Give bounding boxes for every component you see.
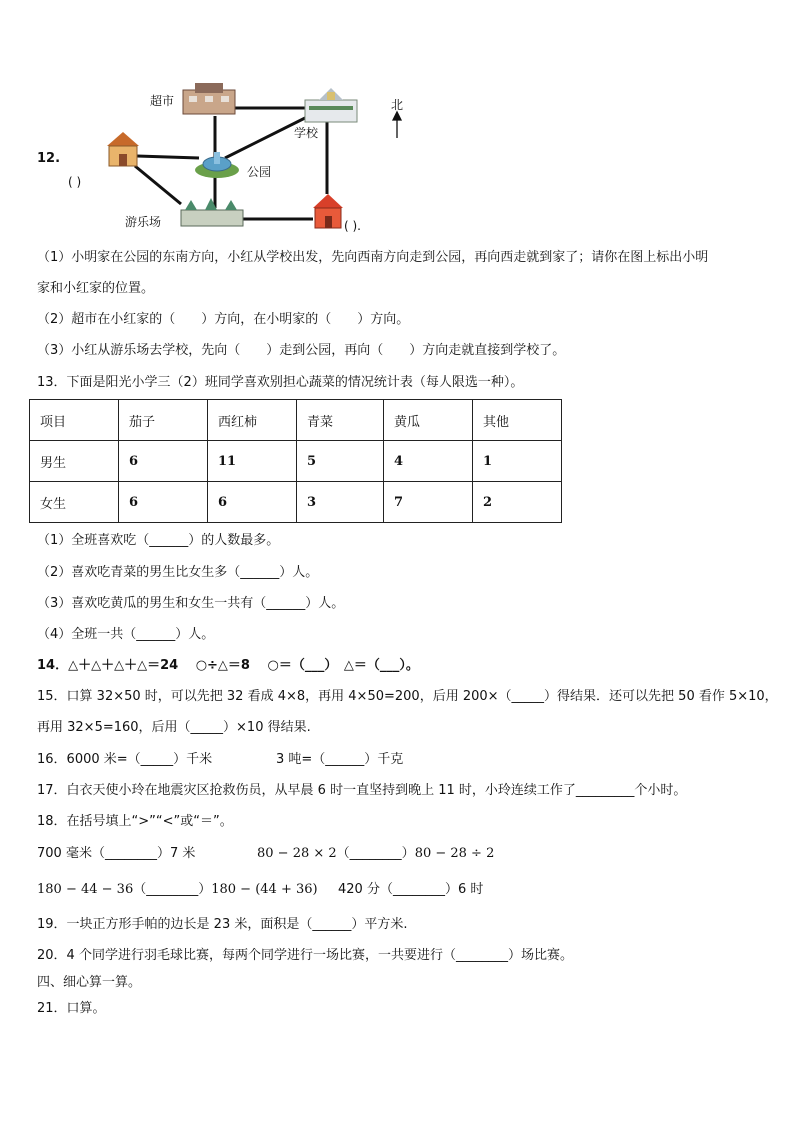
- q18-item3-right: 180 − (44 + 36): [211, 882, 318, 897]
- q13-sub2: （2）喜欢吃青菜的男生比女生多（______）人。: [37, 565, 319, 580]
- q18-item2-right: 80 − 28 ÷ 2: [414, 846, 495, 861]
- table-header-row: [30, 400, 562, 441]
- table-row-boys: [30, 441, 562, 482]
- q15-line1: 15．口算 32×50 时，可以先把 32 看成 4×8，再用 4×50=200，后用 200×（_____）得结果．还可以先把 50 看作 5×10，: [37, 689, 778, 704]
- supermarket-building-icon: [183, 83, 235, 114]
- q19: 19．一块正方形手帕的边长是 23 米，面积是（______）平方米.: [37, 917, 408, 932]
- q18-item2-left: 80 − 28 × 2: [257, 846, 337, 861]
- q18-item3: [37, 881, 318, 899]
- table-cell: 5: [297, 441, 384, 482]
- table-cell: 男生: [30, 441, 119, 482]
- table-cell: 1: [473, 441, 562, 482]
- table-cell: 女生: [30, 482, 119, 523]
- left-house-icon: [107, 132, 139, 166]
- map-label-park: 公园: [247, 165, 272, 179]
- table-row-girls: [30, 482, 562, 523]
- table-cell: 6: [119, 441, 208, 482]
- table-cell: 4: [384, 441, 473, 482]
- table-cell: 3: [297, 482, 384, 523]
- map-label-amusement: 游乐场: [125, 215, 162, 229]
- q15-line2: 再用 32×5=160，后用（_____）×10 得结果.: [37, 720, 311, 735]
- q12-sub3: （3）小红从游乐场去学校，先向（ ）走到公园，再向（ ）方向走就直接到学校了。: [37, 343, 566, 358]
- q18-item2: [257, 845, 494, 863]
- map-label-north: 北: [391, 98, 404, 112]
- q18-item4: 420 分（________）6 时: [338, 882, 484, 897]
- q12-sub1-line2: 家和小红家的位置。: [37, 281, 155, 296]
- q20: 20．4 个同学进行羽毛球比赛，每两个同学进行一场比赛，一共要进行（________）场比赛。: [37, 948, 573, 963]
- q12-number: 12.: [37, 151, 61, 166]
- q12-sub2: （2）超市在小红家的（ ）方向，在小明家的（ ）方向。: [37, 312, 410, 327]
- right-house-icon: [313, 194, 343, 228]
- section-4-heading: 四、细心算一算。: [37, 975, 142, 990]
- map-blank-left[interactable]: ( ): [68, 175, 82, 189]
- table-header-cell: 项目: [30, 400, 119, 441]
- q18-item2-blank[interactable]: （________）: [336, 846, 415, 861]
- table-cell: 6: [208, 482, 297, 523]
- q18-item3-left: 180 − 44 − 36: [37, 882, 134, 897]
- school-building-icon: [305, 88, 357, 122]
- table-header-cell: 茄子: [119, 400, 208, 441]
- table-header-cell: 西红柿: [208, 400, 297, 441]
- map-label-school: 学校: [294, 126, 319, 140]
- q18-item3-blank[interactable]: （________）: [133, 882, 212, 897]
- q18-title: 18．在括号填上“>”“<”或“＝”。: [37, 814, 233, 829]
- q13-sub4: （4）全班一共（______）人。: [37, 627, 215, 642]
- q12-sub1-line1: （1）小明家在公园的东南方向，小红从学校出发，先向西南方向走到公园，再向西走就到家了；请你在图上标出小明: [37, 250, 709, 265]
- q21: 21．口算。: [37, 1001, 106, 1016]
- q13-title: 13．下面是阳光小学三（2）班同学喜欢别担心蔬菜的情况统计表（每人限选一种）。: [37, 375, 524, 390]
- table-header-cell: 青菜: [297, 400, 384, 441]
- q14: 14．△＋△＋△＋△＝24 ○÷△＝8 ○＝（___） △＝（___）。: [37, 658, 419, 673]
- q16-part2: 3 吨=（______）千克: [276, 752, 404, 767]
- q13-sub3: （3）喜欢吃黄瓜的男生和女生一共有（______）人。: [37, 596, 345, 611]
- table-cell: 2: [473, 482, 562, 523]
- q13-sub1: （1）全班喜欢吃（______）的人数最多。: [37, 533, 280, 548]
- q16-part1: 16．6000 米=（_____）千米: [37, 752, 213, 767]
- map-blank-right[interactable]: ( ).: [344, 219, 361, 233]
- table-header-cell: 黄瓜: [384, 400, 473, 441]
- north-arrow-icon: [393, 112, 401, 138]
- q17: 17．白衣天使小玲在地震灾区抢救伤员，从早晨 6 时一直坚持到晚上 11 时，小玲连续工作了_________个小时。: [37, 783, 687, 798]
- amusement-park-icon: [181, 198, 243, 226]
- table-header-cell: 其他: [473, 400, 562, 441]
- table-cell: 7: [384, 482, 473, 523]
- table-cell: 6: [119, 482, 208, 523]
- vegetable-table: [29, 399, 562, 523]
- q18-item1: 700 毫米（________）7 米: [37, 846, 196, 861]
- map-label-supermarket: 超市: [150, 94, 175, 108]
- table-cell: 11: [208, 441, 297, 482]
